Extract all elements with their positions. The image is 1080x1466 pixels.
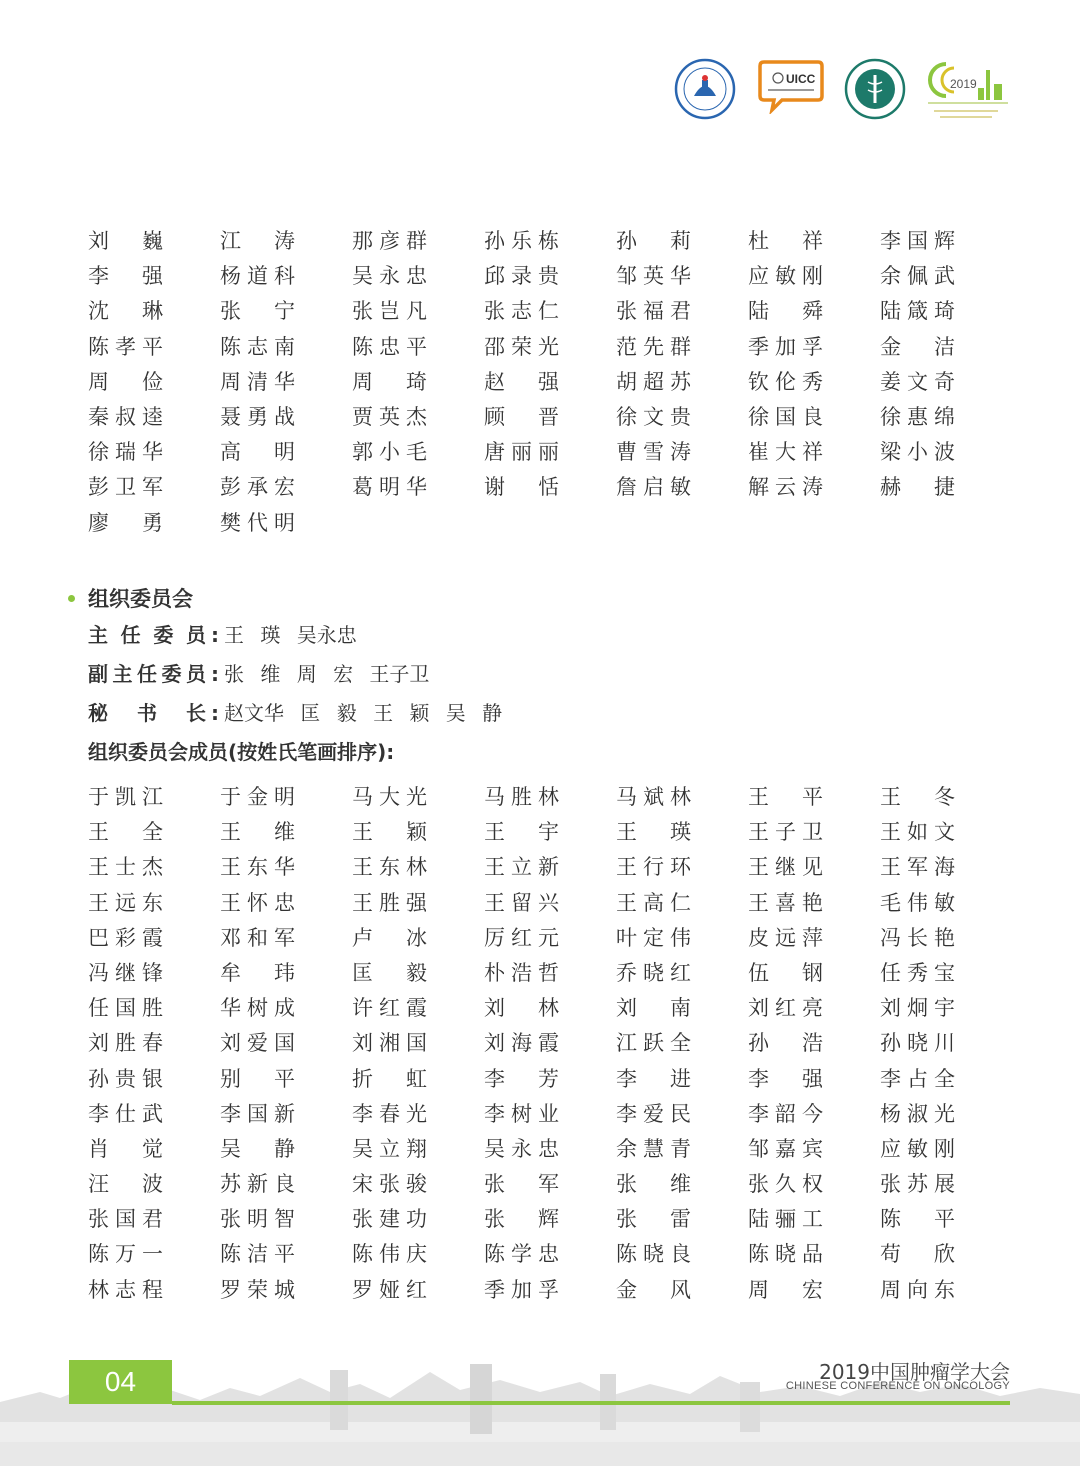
name-cell: 刘林 [484, 996, 560, 1021]
name-cell: 邹嘉宾 [748, 1136, 824, 1161]
name-cell: 那彦群 [352, 229, 428, 253]
name-cell: 冯继锋 [88, 960, 164, 985]
uicc-logo [758, 58, 824, 114]
chair-line: 主任委员 : 王 瑛 吴永忠 [88, 620, 357, 650]
name-cell: 刘红亮 [748, 996, 824, 1021]
name-cell: 王行环 [616, 855, 692, 880]
name-cell: 张建功 [352, 1207, 428, 1232]
name-cell: 陈伟庆 [352, 1242, 428, 1267]
name-cell: 刘南 [616, 996, 692, 1021]
name-cell: 邱录贵 [484, 264, 560, 289]
name-cell: 苏新良 [220, 1172, 296, 1197]
name-cell: 姜文奇 [880, 369, 956, 394]
name-cell: 张久权 [748, 1172, 824, 1197]
name-cell: 王全 [88, 820, 164, 845]
name-cell: 王瑛 [616, 820, 692, 845]
name-cell: 苟欣 [880, 1242, 956, 1267]
name-cell: 张宁 [220, 299, 296, 324]
name-cell: 王军海 [880, 855, 956, 880]
name-cell: 张国君 [88, 1207, 164, 1232]
name-cell: 彭卫军 [88, 475, 164, 500]
members-heading: 组织委员会成员(按姓氏笔画排序): [88, 740, 395, 764]
committee-names-grid [88, 224, 1012, 541]
name-cell: 王高仁 [616, 890, 692, 915]
name-cell: 王立新 [484, 855, 560, 880]
name-cell: 范先群 [616, 334, 692, 359]
name-cell: 毛伟敏 [880, 890, 956, 915]
chair-names: 王 瑛 吴永忠 [224, 623, 357, 647]
secretary-line: 秘书长 : 赵文华 匡 毅 王 颖 吴 静 [88, 698, 502, 728]
name-cell: 巴彩霞 [88, 925, 164, 950]
name-cell: 唐丽丽 [484, 440, 560, 465]
name-cell: 刘湘国 [352, 1031, 428, 1056]
name-cell: 张辉 [484, 1207, 560, 1232]
name-cell: 陈晓品 [748, 1242, 824, 1267]
name-cell: 张明智 [220, 1207, 296, 1232]
name-cell: 李国新 [220, 1101, 296, 1126]
name-cell: 李仕武 [88, 1101, 164, 1126]
name-cell: 皮远萍 [748, 925, 824, 950]
name-cell: 王子卫 [748, 820, 824, 845]
name-cell: 别平 [220, 1066, 296, 1091]
name-cell: 王颖 [352, 820, 428, 845]
name-cell: 王胜强 [352, 890, 428, 915]
name-cell: 邹英华 [616, 264, 692, 289]
name-cell: 吴永忠 [484, 1136, 560, 1161]
name-cell: 王留兴 [484, 890, 560, 915]
page-number: 04 [69, 1360, 172, 1404]
name-cell: 王宇 [484, 820, 560, 845]
name-cell: 马胜林 [484, 785, 560, 809]
name-cell: 李进 [616, 1066, 692, 1091]
name-cell: 伍钢 [748, 960, 824, 985]
name-cell: 于凯江 [88, 785, 164, 809]
name-cell: 任秀宝 [880, 960, 956, 985]
name-cell: 朴浩哲 [484, 960, 560, 985]
name-cell: 陆骊工 [748, 1207, 824, 1232]
name-cell: 吴立翔 [352, 1136, 428, 1161]
name-cell: 刘爱国 [220, 1031, 296, 1056]
name-cell: 金洁 [880, 334, 956, 359]
name-cell: 彭承宏 [220, 475, 296, 500]
name-cell: 汪波 [88, 1172, 164, 1197]
name-cell: 李占全 [880, 1066, 956, 1091]
name-cell: 江涛 [220, 229, 296, 253]
name-cell: 卢冰 [352, 925, 428, 950]
name-cell: 王东林 [352, 855, 428, 880]
name-cell: 王如文 [880, 820, 956, 845]
name-cell: 周向东 [880, 1277, 956, 1302]
svg-text:UICC: UICC [786, 72, 816, 86]
name-cell: 樊代明 [220, 510, 296, 535]
name-cell: 李爱民 [616, 1101, 692, 1126]
name-cell: 陆舜 [748, 299, 824, 324]
name-cell: 杨淑光 [880, 1101, 956, 1126]
name-cell: 顾晋 [484, 404, 560, 429]
name-cell: 冯长艳 [880, 925, 956, 950]
conference-title: 2019中国肿瘤学大会 [819, 1360, 1010, 1384]
name-cell: 崔大祥 [748, 440, 824, 465]
name-cell: 李强 [88, 264, 164, 289]
name-cell: 乔晓红 [616, 960, 692, 985]
name-cell: 王冬 [880, 785, 956, 809]
name-cell: 张军 [484, 1172, 560, 1197]
name-cell: 孙贵银 [88, 1066, 164, 1091]
name-cell: 邓和军 [220, 925, 296, 950]
name-cell: 徐瑞华 [88, 440, 164, 465]
name-cell: 王远东 [88, 890, 164, 915]
name-cell: 赵强 [484, 369, 560, 394]
name-cell: 王喜艳 [748, 890, 824, 915]
name-cell: 沈琳 [88, 299, 164, 324]
vice-chair-label: 副主任委员 [88, 662, 206, 686]
name-cell: 余慧青 [616, 1136, 692, 1161]
name-cell: 陈孝平 [88, 334, 164, 359]
name-cell: 余佩武 [880, 264, 956, 289]
name-cell: 周俭 [88, 369, 164, 394]
name-cell: 金风 [616, 1277, 692, 1302]
name-cell: 邵荣光 [484, 334, 560, 359]
name-cell: 聂勇战 [220, 404, 296, 429]
name-cell: 李强 [748, 1066, 824, 1091]
name-cell: 匡毅 [352, 960, 428, 985]
name-cell: 陆箴琦 [880, 299, 956, 324]
name-cell: 钦伦秀 [748, 369, 824, 394]
name-cell: 王怀忠 [220, 890, 296, 915]
name-cell: 张雷 [616, 1207, 692, 1232]
name-cell: 陈忠平 [352, 334, 428, 359]
name-cell: 曹雪涛 [616, 440, 692, 465]
name-cell: 詹启敏 [616, 475, 692, 500]
name-cell: 叶定伟 [616, 925, 692, 950]
svg-text:2019: 2019 [950, 77, 977, 91]
name-cell: 陈洁平 [220, 1242, 296, 1267]
name-cell: 张维 [616, 1172, 692, 1197]
name-cell: 刘炯宇 [880, 996, 956, 1021]
cco-2019-logo [924, 58, 1014, 124]
medical-society-logo [844, 58, 906, 120]
name-cell: 张福君 [616, 299, 692, 324]
name-cell: 赫捷 [880, 475, 956, 500]
name-cell: 梁小波 [880, 440, 956, 465]
section-title: 组织委员会 [88, 587, 193, 611]
china-anti-cancer-association-logo [674, 58, 736, 120]
name-cell: 杨道科 [220, 264, 296, 289]
name-cell: 季加孚 [484, 1277, 560, 1302]
name-cell: 宋张骏 [352, 1172, 428, 1197]
conference-subtitle: CHINESE CONFERENCE ON ONCOLOGY [785, 1380, 1010, 1392]
name-cell: 王继见 [748, 855, 824, 880]
name-cell: 张岂凡 [352, 299, 428, 324]
name-cell: 张苏展 [880, 1172, 956, 1197]
name-cell: 徐文贵 [616, 404, 692, 429]
name-cell: 张志仁 [484, 299, 560, 324]
name-cell: 罗荣城 [220, 1277, 296, 1302]
name-cell: 刘胜春 [88, 1031, 164, 1056]
name-cell: 葛明华 [352, 475, 428, 500]
name-cell: 徐惠绵 [880, 404, 956, 429]
name-cell: 贾英杰 [352, 404, 428, 429]
name-cell: 谢恬 [484, 475, 560, 500]
logo-bar [674, 58, 1014, 126]
name-cell: 郭小毛 [352, 440, 428, 465]
footer-accent-line [172, 1401, 1010, 1405]
name-cell: 李树业 [484, 1101, 560, 1126]
name-cell: 王平 [748, 785, 824, 809]
name-cell: 陈平 [880, 1207, 956, 1232]
name-cell: 王维 [220, 820, 296, 845]
name-cell: 刘海霞 [484, 1031, 560, 1056]
member-names-grid [88, 780, 1012, 1308]
name-cell: 周琦 [352, 369, 428, 394]
name-cell: 孙乐栋 [484, 229, 560, 253]
name-cell: 孙晓川 [880, 1031, 956, 1056]
name-cell: 李韶今 [748, 1101, 824, 1126]
name-cell: 李国辉 [880, 229, 956, 253]
name-cell: 孙莉 [616, 229, 692, 253]
name-cell: 季加孚 [748, 334, 824, 359]
name-cell: 李芳 [484, 1066, 560, 1091]
name-cell: 周宏 [748, 1277, 824, 1302]
name-cell: 任国胜 [88, 996, 164, 1021]
name-cell: 折虹 [352, 1066, 428, 1091]
name-cell: 牟玮 [220, 960, 296, 985]
name-cell: 周清华 [220, 369, 296, 394]
secretary-label: 秘书长 [88, 701, 206, 725]
name-cell: 王东华 [220, 855, 296, 880]
name-cell: 秦叔逵 [88, 404, 164, 429]
vice-chair-line: 副主任委员 : 张 维 周 宏 王子卫 [88, 659, 429, 689]
name-cell: 厉红元 [484, 925, 560, 950]
name-cell: 吴永忠 [352, 264, 428, 289]
name-cell: 孙浩 [748, 1031, 824, 1056]
vice-chair-names: 张 维 周 宏 王子卫 [224, 662, 430, 686]
name-cell: 林志程 [88, 1277, 164, 1302]
chair-label: 主任委员 [88, 623, 206, 647]
name-cell: 高明 [220, 440, 296, 465]
name-cell: 吴静 [220, 1136, 296, 1161]
name-cell: 应敏刚 [748, 264, 824, 289]
name-cell: 解云涛 [748, 475, 824, 500]
name-cell: 马斌林 [616, 785, 692, 809]
name-cell: 马大光 [352, 785, 428, 809]
bullet-icon [68, 595, 75, 602]
name-cell: 李春光 [352, 1101, 428, 1126]
name-cell: 陈万一 [88, 1242, 164, 1267]
name-cell: 陈志南 [220, 334, 296, 359]
name-cell: 肖觉 [88, 1136, 164, 1161]
name-cell: 于金明 [220, 785, 296, 809]
name-cell: 刘巍 [88, 229, 164, 253]
name-cell: 廖勇 [88, 510, 164, 535]
name-cell: 陈晓良 [616, 1242, 692, 1267]
name-cell: 华树成 [220, 996, 296, 1021]
secretary-names: 赵文华 匡 毅 王 颖 吴 静 [224, 701, 503, 725]
name-cell: 王士杰 [88, 855, 164, 880]
name-cell: 罗娅红 [352, 1277, 428, 1302]
name-cell: 陈学忠 [484, 1242, 560, 1267]
name-cell: 杜祥 [748, 229, 824, 253]
name-cell: 胡超苏 [616, 369, 692, 394]
name-cell: 江跃全 [616, 1031, 692, 1056]
name-cell: 应敏刚 [880, 1136, 956, 1161]
name-cell: 许红霞 [352, 996, 428, 1021]
name-cell: 徐国良 [748, 404, 824, 429]
